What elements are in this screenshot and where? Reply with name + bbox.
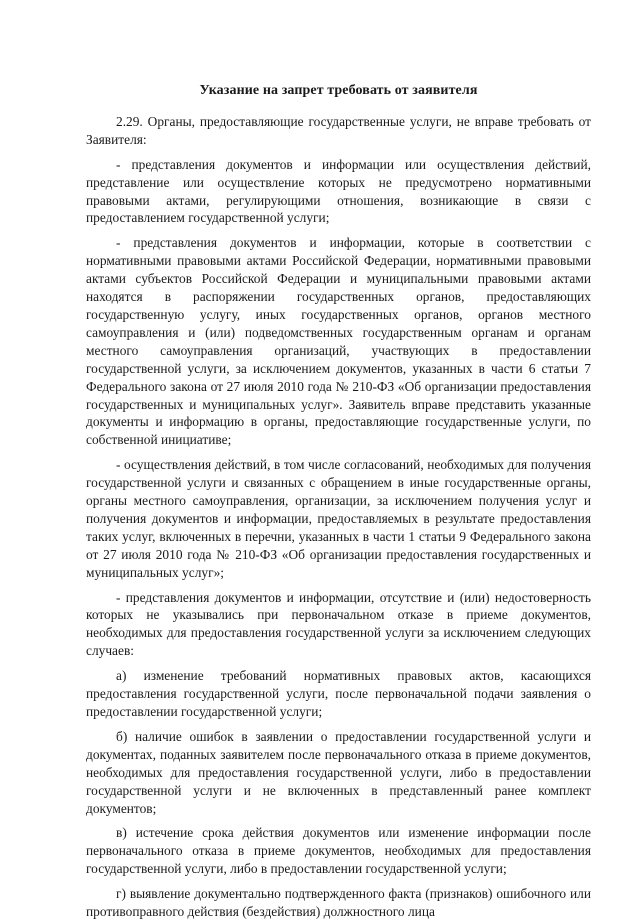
document-title: Указание на запрет требовать от заявителя: [199, 83, 478, 98]
paragraph-case-g: г) выявление документально подтвержденного факта (признаков) ошибочного или противоправного действия (бездействия) должностного лица: [86, 886, 591, 920]
paragraph-unindicated-documents: - представления документов и информации, отсутствие и (или) недостоверность которых не указывались при первоначальном отказе в приеме документов, необходимых для предоставления государственной услуги за исключением следующих случаев:: [86, 589, 591, 659]
paragraph-approval-actions: - осуществления действий, в том числе согласований, необходимых для получения государственной услуги и связанных с обращением в иные государственные органы, органы местного самоуправления, организации, за исключением получения услуг и получения документов и информации, предоставляемых в результате предоставления таких услуг, включенных в перечни, указанных в части 1 статьи 9 Федерального закона от 27 июля 2010 года № 210-ФЗ «Об организации предоставления государственных и муниципальных услуг»;: [86, 457, 591, 580]
paragraph-case-a: а) изменение требований нормативных правовых актов, касающихся предоставления государственной услуги, после первоначальной подачи заявления о предоставлении государственной услуги;: [86, 668, 591, 719]
paragraph-case-b: б) наличие ошибок в заявлении о предоставлении государственной услуги и документах, поданных заявителем после первоначального отказа в приеме документов, необходимых для предоставления государственной услуги, либо в предоставлении государственной услуги и не включенных в представленный ранее комплект документов;: [86, 728, 591, 816]
paragraph-2-29-intro: 2.29. Органы, предоставляющие государственные услуги, не вправе требовать от Заявителя:: [86, 113, 591, 147]
paragraph-documents-in-possession: - представления документов и информации, которые в соответствии с нормативными правовыми актами Российской Федерации, нормативными правовыми актами субъектов Российской Федерации и муниципальными правовыми актами находятся в распоряжении государственных органов, предоставляющих государственную услугу, иных государственных органов, органов местного самоуправления и (или) подведомственных государственным органам и органам местного самоуправления организаций, участвующих в предоставлении государственной услуги, за исключением документов, указанных в части 6 статьи 7 Федерального закона от 27 июля 2010 года № 210-ФЗ «Об организации предоставления государственных и муниципальных услуг». Заявитель вправе представить указанные документы и информацию в органы, предоставляющие государственные услуги, по собственной инициативе;: [86, 235, 591, 448]
document-body: [86, 82, 591, 921]
paragraph-unregulated-documents: - представления документов и информации или осуществления действий, представление или осуществление которых не предусмотрено нормативными правовыми актами, регулирующими отношения, возникающие в связи с предоставлением государственной услуги;: [86, 156, 591, 226]
paragraph-case-v: в) истечение срока действия документов или изменение информации после первоначального отказа в приеме документов, необходимых для предоставления государственной услуги, либо в предоставлении государственной услуги;: [86, 825, 591, 877]
